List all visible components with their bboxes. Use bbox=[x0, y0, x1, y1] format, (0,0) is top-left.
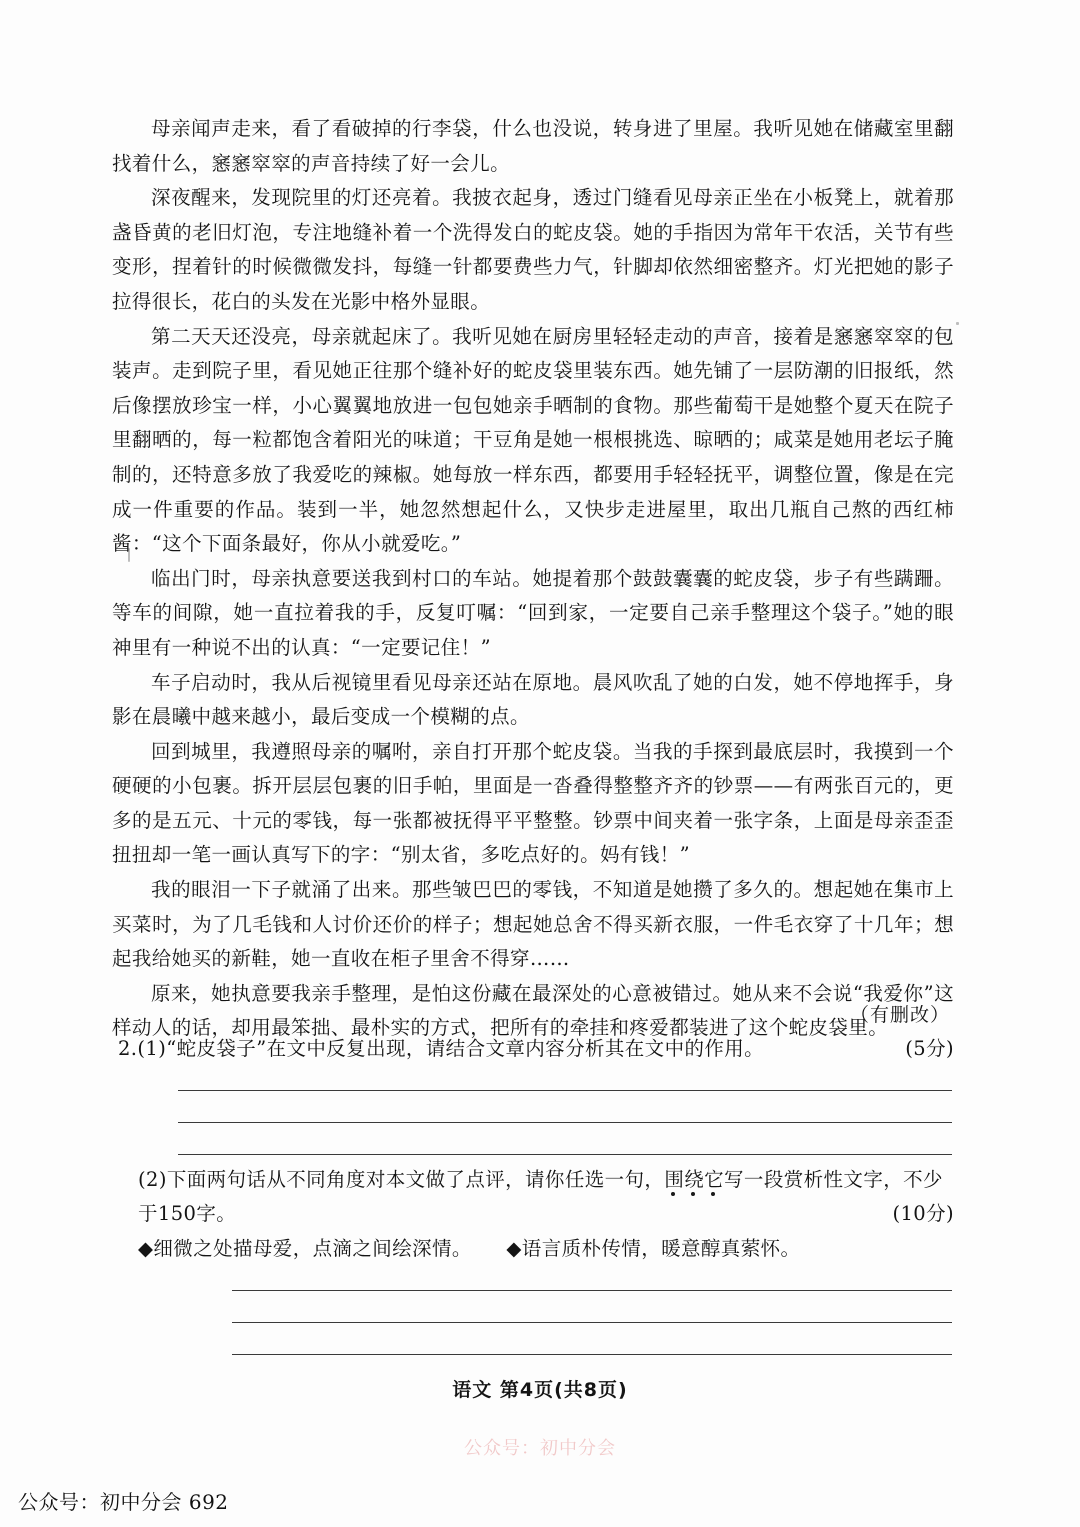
answer-line[interactable] bbox=[232, 1322, 952, 1323]
emphasis-dot bbox=[711, 1192, 715, 1196]
comment-options bbox=[138, 1232, 954, 1266]
passage-paragraph: 车子启动时，我从后视镜里看见母亲还站在原地。晨风吹乱了她的白发，她不停地挥手，身影在晨曦中越来越小，最后变成一个模糊的点。 bbox=[112, 670, 954, 729]
question-2-text-before: (2)下面两句话从不同角度对本文做了点评，请你任选一句， bbox=[138, 1168, 665, 1191]
page-footer: 语文 第4页(共8页) bbox=[452, 1379, 628, 1401]
answer-line[interactable] bbox=[178, 1122, 952, 1123]
passage-paragraph: 第二天天还没亮，母亲就起床了。我听见她在厨房里轻轻走动的声音，接着是窸窸窣窣的包装声。走到院子里，看见她正往那个缝补好的蛇皮袋里装东西。她先铺了一层防潮的旧报纸，然后像摆放珍宝一样，小心翼翼地放进一包包她亲手晒制的食物。那些葡萄干是她整个夏天在院子里翻晒的，每一粒都饱含着阳光的味道；干豆角是她一根根挑选、晾晒的；咸菜是她用老坛子腌制的，还特意多放了我爱吃的辣椒。她每放一样东西，都要用手轻轻抚平，调整位置，像是在完成一件重要的作品。装到一半，她忽然想起什么，又快步走进屋里，取出几瓶自己熬的西红柿酱：“这个下面条最好，你从小就爱吃。” bbox=[112, 324, 954, 556]
question-2-emphasis-text: 围绕它 bbox=[664, 1168, 725, 1191]
answer-line[interactable] bbox=[232, 1354, 952, 1355]
question-2 bbox=[138, 1163, 954, 1231]
passage-paragraph: 回到城里，我遵照母亲的嘱咐，亲自打开那个蛇皮袋。当我的手探到最底层时，我摸到一个硬硬的小包裹。拆开层层包裹的旧手帕，里面是一沓叠得整整齐齐的钞票——有两张百元的，更多的是五元、十元的零钱，每一张都被抚得平平整整。钞票中间夹着一张字条，上面是母亲歪歪扭扭却一笔一画认真写下的字：“别太省，多吃点好的。妈有钱！” bbox=[112, 739, 954, 867]
question-2-text-after: 写一段赏析性文字，不少于150字。 bbox=[138, 1168, 943, 1225]
passage-paragraph: 临出门时，母亲执意要送我到村口的车站。她提着那个鼓鼓囊囊的蛇皮袋，步子有些蹒跚。等车的间隙，她一直拉着我的手，反复叮嘱：“回到家，一定要自己亲手整理这个袋子。”她的眼神里有一种说不出的认真：“一定要记住！” bbox=[112, 566, 954, 659]
passage-paragraph: 母亲闻声走来，看了看破掉的行李袋，什么也没说，转身进了里屋。我听见她在储藏室里翻找着什么，窸窸窣窣的声音持续了好一会儿。 bbox=[112, 117, 954, 175]
question-1 bbox=[118, 1032, 954, 1066]
watermark-text: 公众号：初中分会 bbox=[464, 1438, 616, 1459]
emphasis-dot bbox=[671, 1192, 675, 1196]
answer-line[interactable] bbox=[178, 1154, 952, 1155]
comment-option: ◆语言质朴传情，暖意醇真萦怀。 bbox=[506, 1237, 801, 1260]
passage-paragraph: 深夜醒来，发现院里的灯还亮着。我披衣起身，透过门缝看见母亲正坐在小板凳上，就着那盏昏黄的老旧灯泡，专注地缝补着一个洗得发白的蛇皮袋。她的手指因为常年干农活，关节有些变形，捏着针的时候微微发抖，每缝一针都要费些力气，针脚却依然细密整齐。灯光把她的影子拉得很长，花白的头发在光影中格外显眼。 bbox=[112, 186, 954, 313]
answer-line[interactable] bbox=[178, 1090, 952, 1091]
answer-line[interactable] bbox=[232, 1290, 952, 1291]
passage-paragraph: 原来，她执意要我亲手整理，是怕这份藏在最深处的心意被错过。她从来不会说“我爱你”这样动人的话，却用最笨拙、最朴实的方式，把所有的牵挂和疼爱都装进了这个蛇皮袋里。 bbox=[112, 981, 954, 1040]
question-2-emphasis bbox=[664, 1163, 724, 1197]
emphasis-dot bbox=[691, 1192, 695, 1196]
question-2-score: (10分) bbox=[892, 1202, 954, 1225]
question-1-text: 2.(1)“蛇皮袋子”在文中反复出现，请结合文章内容分析其在文中的作用。 bbox=[118, 1037, 765, 1060]
passage-paragraph: 我的眼泪一下子就涌了出来。那些皱巴巴的零钱，不知道是她攒了多久的。想起她在集市上买菜时，为了几毛钱和人讨价还价的样子；想起她总舍不得买新衣服，一件毛衣穿了十几年；想起我给她买的新鞋，她一直收在柜子里舍不得穿…… bbox=[112, 878, 954, 971]
reading-passage bbox=[112, 112, 954, 1046]
source-note: （有删改） bbox=[849, 1004, 950, 1026]
corner-label: 公众号：初中分会 692 bbox=[18, 1490, 229, 1514]
question-1-score: (5分) bbox=[905, 1037, 954, 1060]
comment-option: ◆细微之处描母爱，点滴之间绘深情。 bbox=[138, 1237, 472, 1260]
scan-speck bbox=[956, 322, 959, 325]
